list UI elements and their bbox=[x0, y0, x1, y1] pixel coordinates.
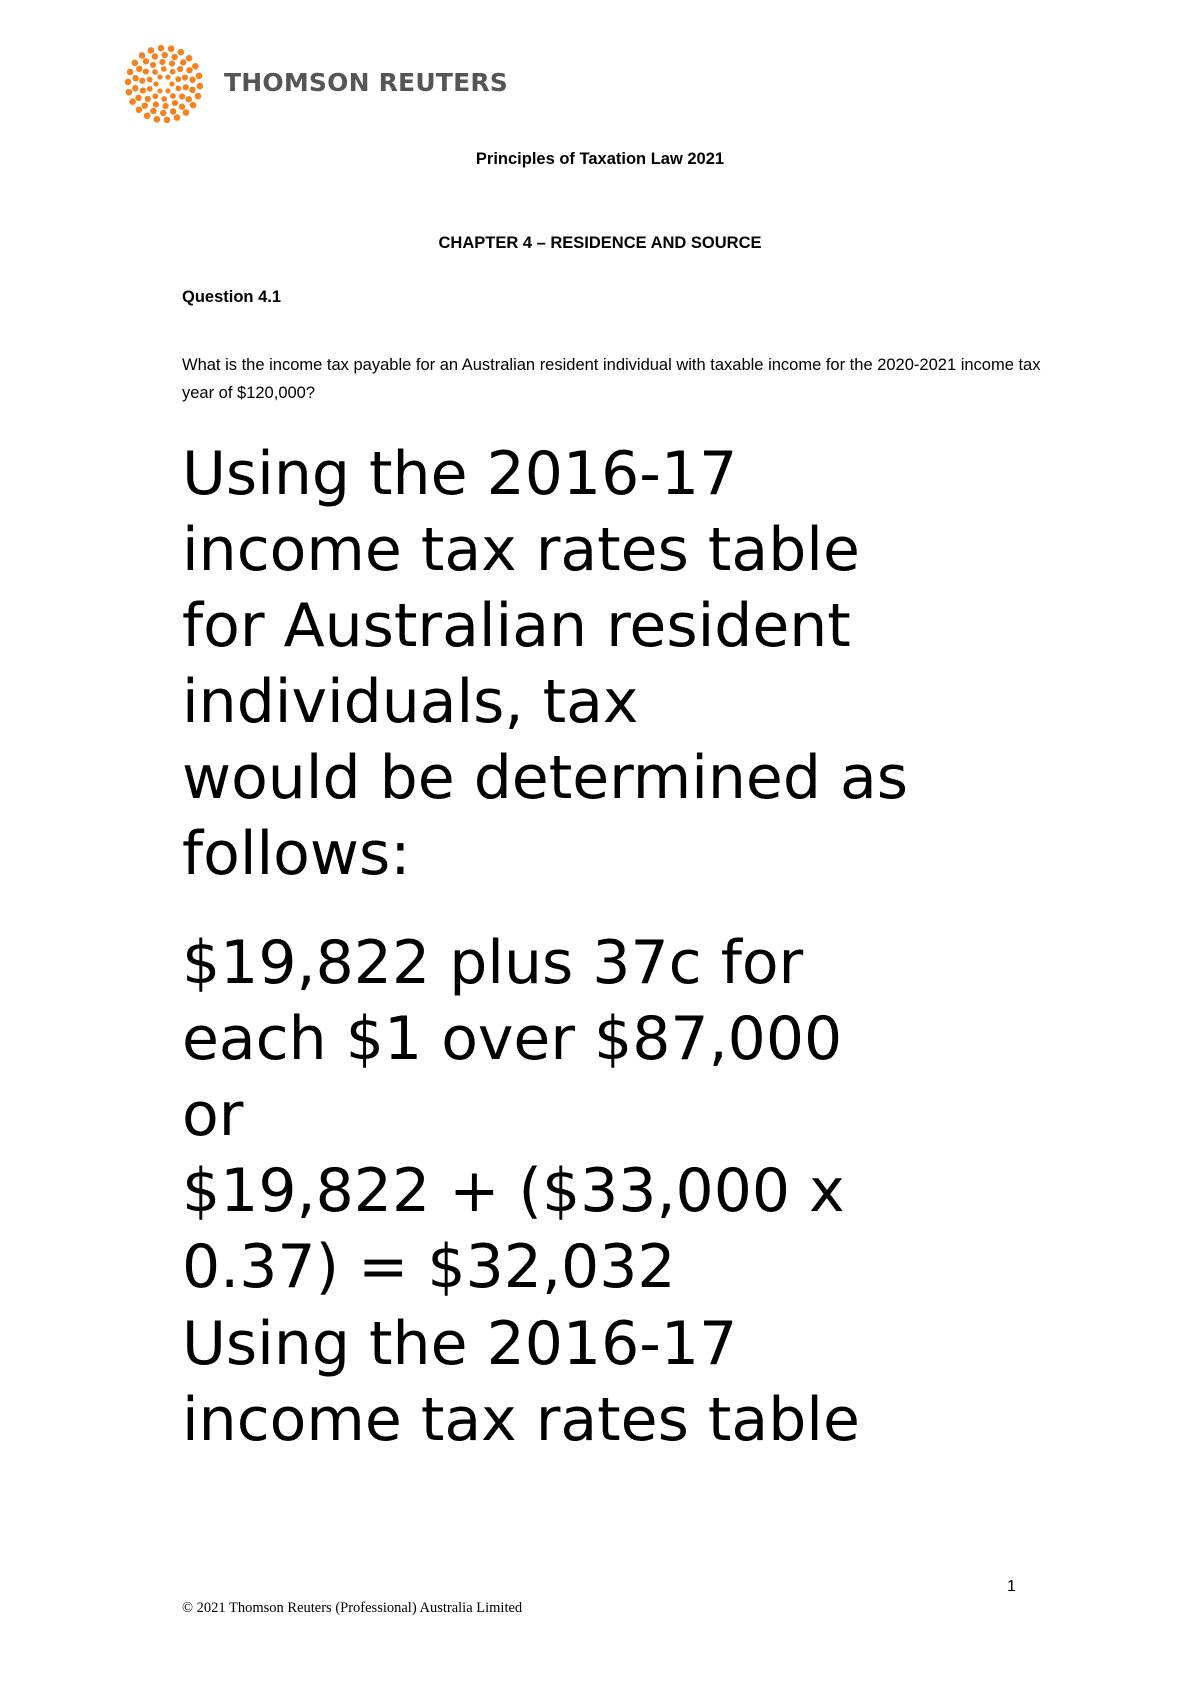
reuters-dot-ring-icon bbox=[122, 42, 206, 126]
chapter-heading: CHAPTER 4 – RESIDENCE AND SOURCE bbox=[438, 234, 762, 252]
answer-line: for Australian resident bbox=[182, 591, 851, 661]
answer-line: follows: bbox=[182, 819, 411, 889]
repeat-line: Using the 2016-17 bbox=[182, 1309, 738, 1379]
answer-calculation bbox=[182, 925, 1182, 1305]
calc-line: $19,822 + ($33,000 x bbox=[182, 1156, 845, 1226]
question-label: Question 4.1 bbox=[182, 288, 282, 306]
answer-line: would be determined as bbox=[182, 743, 909, 813]
logo-wordmark: THOMSON REUTERS bbox=[224, 68, 509, 97]
repeat-line: income tax rates table bbox=[182, 1385, 860, 1455]
document-title: Principles of Taxation Law 2021 bbox=[475, 150, 725, 168]
calc-line: each $1 over $87,000 bbox=[182, 1004, 843, 1074]
thomson-reuters-logo bbox=[122, 42, 522, 122]
answer-line: individuals, tax bbox=[182, 667, 639, 737]
question-text: What is the income tax payable for an Australian resident individual with taxable income for the 2020-2021 income tax year of $120,000? bbox=[182, 356, 1041, 402]
calc-line: 0.37) = $32,032 bbox=[182, 1232, 676, 1302]
answer-repeat bbox=[182, 1306, 1182, 1458]
copyright-footer: © 2021 Thomson Reuters (Professional) Australia Limited bbox=[182, 1600, 523, 1616]
calc-line: or bbox=[182, 1080, 244, 1150]
page-number: 1 bbox=[1007, 1578, 1016, 1595]
answer-intro bbox=[182, 436, 1182, 892]
calc-line: $19,822 plus 37c for bbox=[182, 928, 804, 998]
answer-line: income tax rates table bbox=[182, 515, 860, 585]
answer-line: Using the 2016-17 bbox=[182, 439, 738, 509]
